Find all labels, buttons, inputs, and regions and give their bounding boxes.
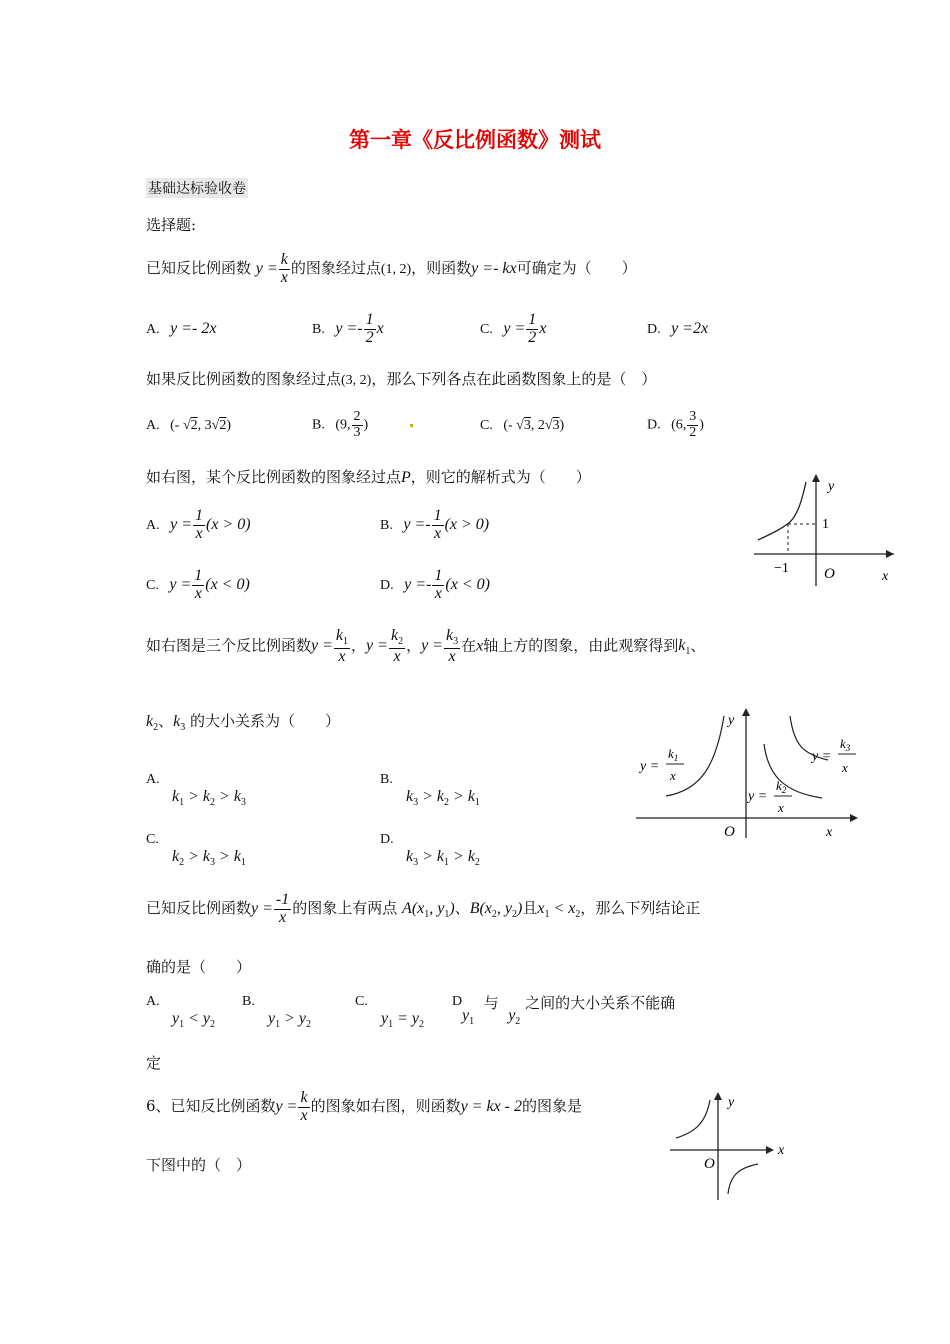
q1-option-d: D. y =2x [647,320,709,337]
y-arrow [742,708,750,716]
q1-option-b: B. y =- $\frac{1}{2}$ x [312,311,384,346]
graph-label-one: 1 [822,517,829,532]
q1-prefix: 已知反比例函数 [146,258,252,277]
graph-label-x: x [826,825,833,840]
q2-option-d: D. (6, $\frac{3}{2}$ ) [647,409,704,440]
graph-label-x: x [778,1143,785,1158]
svg-text:k3: $k_3$ [840,736,851,753]
graph-label-origin: O [704,1156,715,1172]
svg-text:x: x [842,760,848,775]
graph-label-y: y [828,479,835,494]
q1-suffix: 可确定为（ ） [516,258,637,277]
y-arrow [812,474,820,482]
q3-option-d: D. y =- $\frac{1}{x}$ (x < 0) [380,567,490,602]
question-4: 如右图是三个反比例函数y = $\frac{k_1}{x}$ ，y = $\frac{k_2}{x}$ ，y = $\frac{k_3}{x}$ 在x轴上方的图象，由此观察得到$k_1$、 [146,627,706,665]
question-6: 6、已知反比例函数y = $\frac{k}{x}$ 的图象如右图，则函数y = kx - 2的图象是 [146,1089,583,1124]
q5-option-a: A. $y_1 < y_2$ [146,994,216,1031]
q4-option-a: A. $k_1 > k_2 > k_3$ [146,772,246,809]
q4-option-b: B. $k_3 > k_2 > k_1$ [380,772,480,809]
q1-option-a: A. y =- 2x [146,320,217,337]
graph-label-y: y [728,1095,735,1110]
q5-line3: 定 [146,1054,162,1072]
q3-option-c: C. y = $\frac{1}{x}$ (x < 0) [146,567,250,602]
x-arrow [886,550,894,558]
q5-option-b: B. $y_1 > y_2$ [242,994,312,1031]
svg-text:k1: $k_1$ [668,746,679,763]
q1-point: (1, 2) [380,261,412,277]
label-f2: y = [748,789,768,804]
x-arrow [850,814,858,822]
q1-mid2: ，则函数 [411,258,472,277]
q5-line2: 确的是（ ） [146,958,252,976]
q5-option-d-text: $y_1$ 与 $y_2$ 之间的大小关系不能确 [462,994,676,1028]
section-heading: 选择题: [146,216,197,234]
graph-label-neg1: −1 [774,561,789,576]
q3-graph [748,470,898,590]
q3-option-b: B. y =- $\frac{1}{x}$ (x > 0) [380,507,490,542]
question-2: 如果反比例函数的图象经过点(3, 2)，那么下列各点在此函数图象上的是（ ） [146,370,657,388]
q1-mid: 的图象经过点 [290,258,381,277]
question-5: 已知反比例函数y = $\frac{-1}{x}$ 的图象上有两点 $A(x_1$, $y_1$)、$B(x_2$, $y_2$)且$x_1 < x_2$，那么下列结论正 [146,891,701,926]
svg-text:x: x [670,768,676,783]
q3-option-a: A. y = $\frac{1}{x}$ (x > 0) [146,507,251,542]
label-f1: y = [640,759,660,774]
q4-option-c: C. $k_2 > k_3 > k_1$ [146,832,246,869]
svg-text:k2: $k_2$ [776,778,787,795]
branch-left [676,1100,710,1138]
graph-label-y: y [728,713,735,728]
section-label: 基础达标验收卷 [146,178,248,198]
q6-graph [668,1088,798,1204]
q2-option-a: A. (- √2, 3√2) [146,418,231,433]
question-3: 如右图，某个反比例函数的图象经过点P，则它的解析式为（ ） [146,468,591,486]
svg-text:x: x [778,800,784,815]
hyperbola-branch [758,482,806,540]
q1-func2: y =- kx [471,259,517,277]
q1-option-c: C. y = $\frac{1}{2}$ x [480,311,547,346]
q6-line2: 下图中的（ ） [146,1156,252,1174]
label-f3: y = [812,749,832,764]
q5-option-d: D [452,994,463,1009]
q2-option-c: C. (- √3, 2√3) [480,418,565,433]
x-arrow [766,1146,774,1154]
page-title: 第一章《反比例函数》测试 [349,127,601,152]
graph-label-origin: O [724,824,735,840]
q1-func: y = $\frac{k}{x}$ [255,251,288,286]
q4-option-d: D. $k_3 > k_1 > k_2$ [380,832,480,869]
graph-label-x: x [882,569,889,584]
graph-label-origin: O [824,566,835,582]
branch-right [728,1164,758,1194]
y-arrow [714,1092,722,1100]
q2-option-b: B. (9, $\frac{2}{3}$ ) [312,409,369,440]
q4-graph [632,704,862,844]
q4-line2: $k_2$、$k_3$ 的大小关系为（ ） [146,712,341,734]
question-1 [146,252,637,287]
stray-dot [410,424,413,427]
q5-option-c: C. $y_1 = y_2$ [355,994,425,1031]
